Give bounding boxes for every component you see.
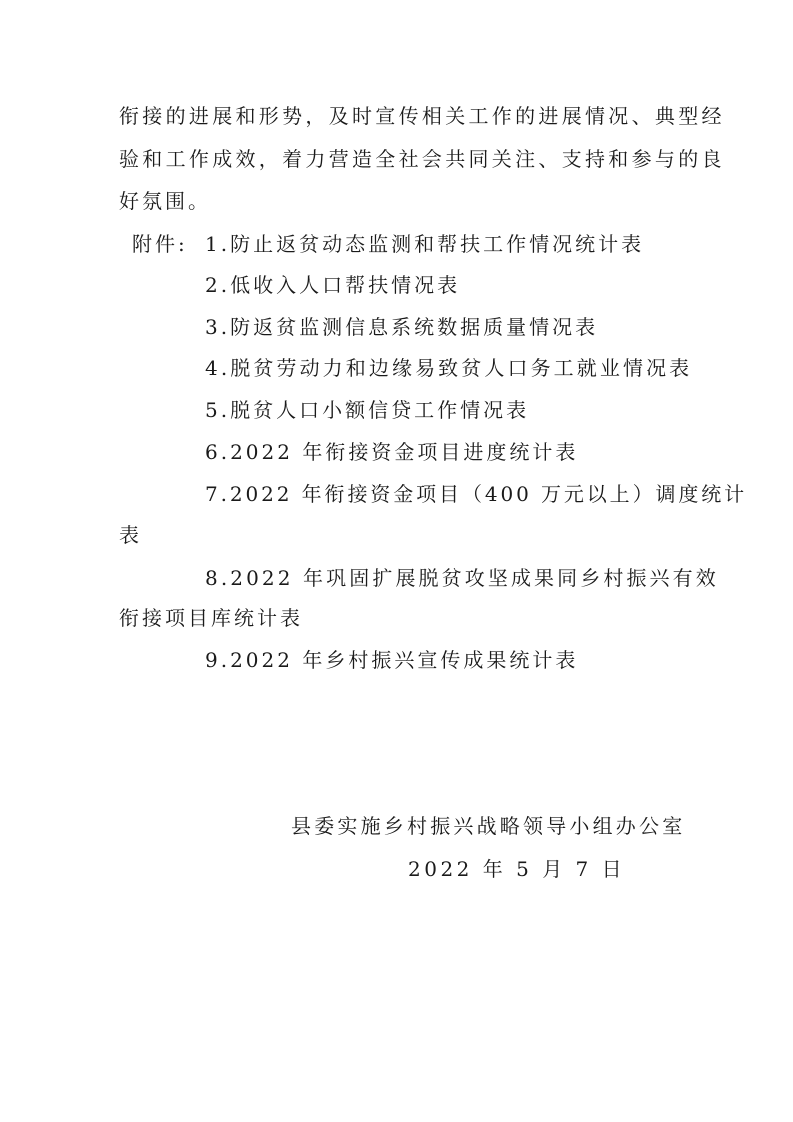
- attachment-item-6: 6.2022 年衔接资金项目进度统计表: [205, 440, 579, 464]
- attachment-item-3: 3.防返贫监测信息系统数据质量情况表: [205, 315, 599, 339]
- attachment-item-4: 4.脱贫劳动力和边缘易致贫人口务工就业情况表: [205, 356, 693, 380]
- attachment-item-8: 8.2022 年巩固扩展脱贫攻坚成果同乡村振兴有效: [205, 566, 719, 590]
- signature-date: 2022 年 5 月 7 日: [408, 857, 626, 881]
- attachment-item-1: 1.防止返贫动态监测和帮扶工作情况统计表: [205, 232, 645, 256]
- attachment-item-7-continuation: 表: [119, 523, 142, 547]
- attachment-item-5: 5.脱贫人口小额信贷工作情况表: [205, 398, 530, 422]
- attachment-item-9: 9.2022 年乡村振兴宣传成果统计表: [205, 648, 579, 672]
- attachment-item-2: 2.低收入人口帮扶情况表: [205, 273, 461, 297]
- paragraph-line-1: 衔接的进展和形势，及时宣传相关工作的进展情况、典型经: [119, 104, 725, 128]
- signature-organization: 县委实施乡村振兴战略领导小组办公室: [291, 814, 686, 838]
- attachment-item-8-continuation: 衔接项目库统计表: [119, 606, 303, 630]
- attachment-item-7: 7.2022 年衔接资金项目（400 万元以上）调度统计: [205, 482, 748, 506]
- paragraph-line-2: 验和工作成效，着力营造全社会共同关注、支持和参与的良: [119, 147, 725, 171]
- paragraph-line-3: 好氛围。: [119, 189, 211, 213]
- attachments-label: 附件:: [132, 232, 188, 256]
